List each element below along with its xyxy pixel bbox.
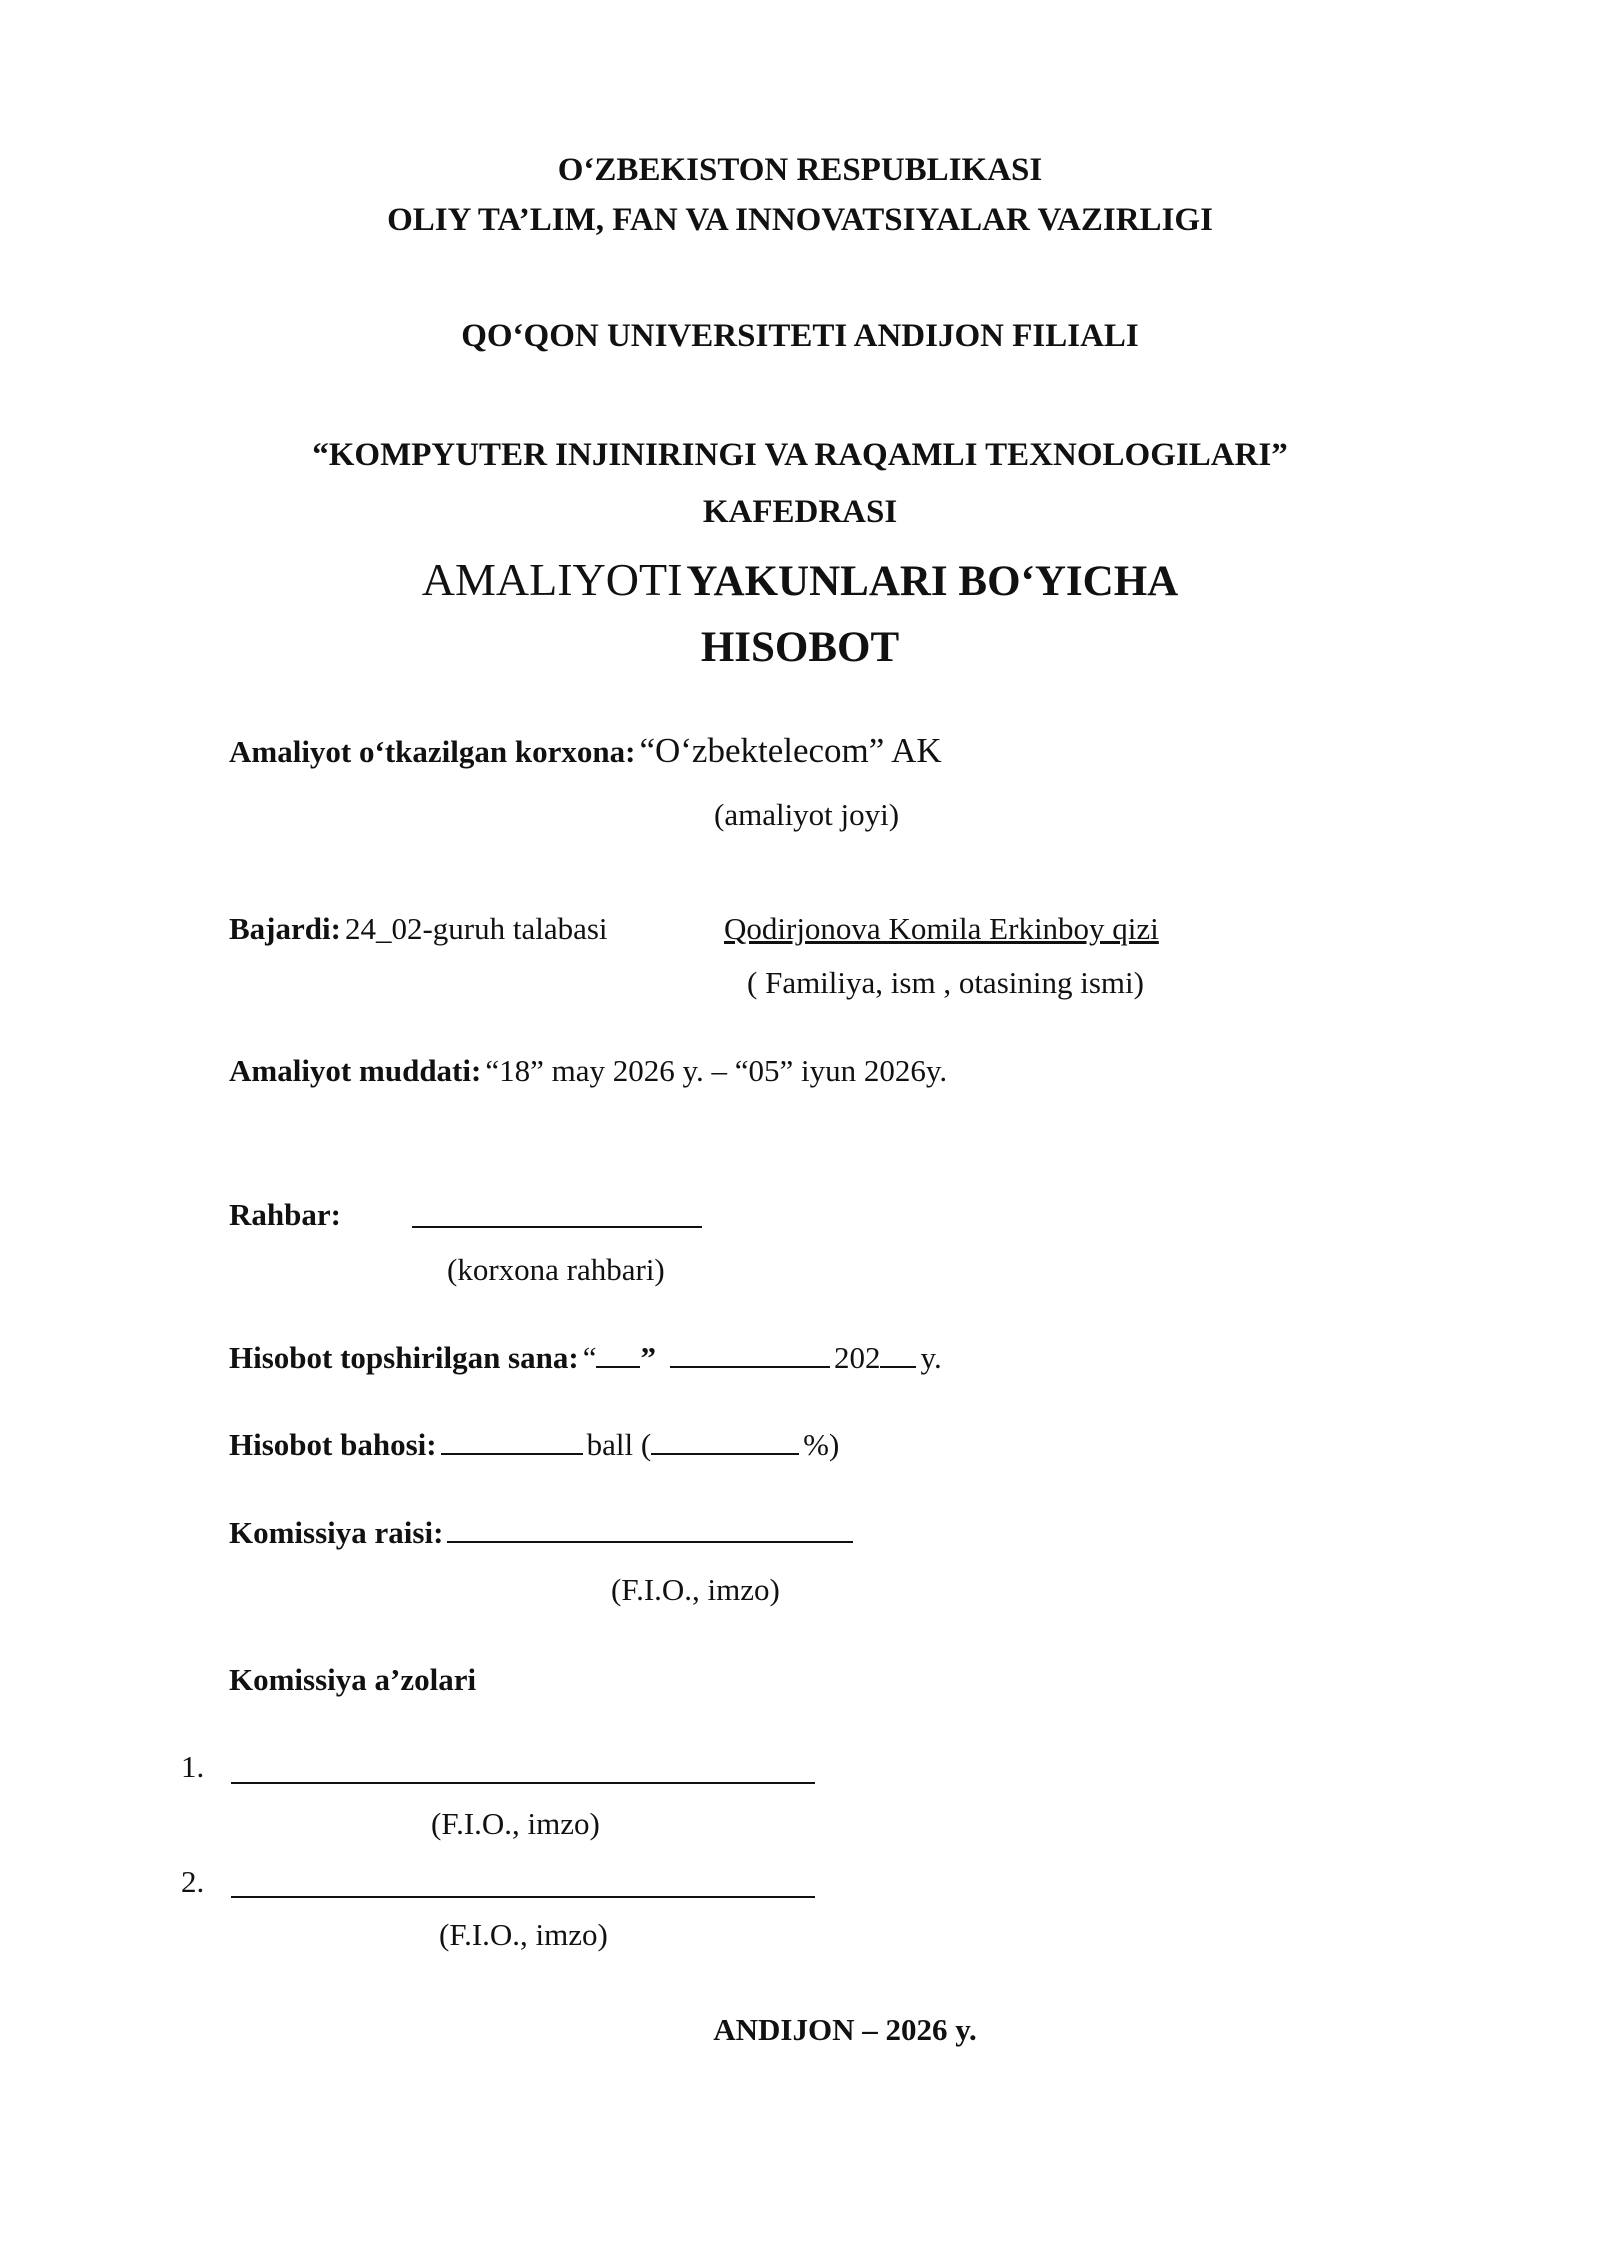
- report-title-a: AMALIYOTI: [421, 554, 683, 605]
- performer-label: Bajardi:: [229, 911, 341, 946]
- chair-caption: (F.I.O., imzo): [611, 1572, 780, 1607]
- submission-year-prefix: 202: [833, 1340, 881, 1375]
- submission-year-suffix: y.: [920, 1340, 942, 1375]
- university-name: QO‘QON UNIVERSITETI ANDIJON FILIALI: [461, 318, 1139, 354]
- submission-month-line: [670, 1365, 830, 1368]
- ministry-line-1: O‘ZBEKISTON RESPUBLIKASI: [557, 152, 1043, 188]
- submission-open-quote: “: [582, 1340, 597, 1375]
- chair-row: [229, 1515, 853, 1551]
- members-label: Komissiya a’zolari: [229, 1662, 477, 1697]
- department-suffix: KAFEDRASI: [702, 494, 898, 530]
- member-1-number: 1.: [181, 1749, 205, 1784]
- period-label: Amaliyot muddati:: [229, 1053, 482, 1088]
- department-name: “KOMPYUTER INJINIRINGI VA RAQAMLI TEXNOLOGILARI”: [312, 437, 1288, 473]
- ministry-line-2: OLIY TA’LIM, FAN VA INNOVATSIYALAR VAZIRLIGI: [387, 202, 1213, 238]
- grade-ball-line: [441, 1452, 583, 1455]
- report-title-b: YAKUNLARI BO‘YICHA: [686, 558, 1179, 605]
- member-2-signature-line: [231, 1896, 815, 1898]
- grade-row: [229, 1427, 839, 1463]
- period-value: “18” may 2026 y. – “05” iyun 2026y.: [485, 1053, 948, 1088]
- company-value: “O‘zbektelecom” AK: [639, 731, 942, 770]
- report-heading: HISOBOT: [700, 624, 900, 671]
- submission-year-line: [880, 1365, 916, 1368]
- performer-group: 24_02-guruh talabasi: [344, 911, 608, 946]
- member-2-number: 2.: [181, 1864, 205, 1899]
- supervisor-caption: (korxona rahbari): [447, 1252, 665, 1287]
- submission-row: [229, 1340, 942, 1376]
- supervisor-label: Rahbar:: [229, 1197, 341, 1232]
- performer-name: Qodirjonova Komila Erkinboy qizi: [724, 911, 1159, 946]
- grade-percent-line: [651, 1452, 799, 1455]
- period-row: [229, 1053, 947, 1089]
- performer-caption: ( Familiya, ism , otasining ismi): [747, 965, 1144, 1000]
- supervisor-signature-line: [412, 1226, 702, 1228]
- submission-close-quote: ”: [640, 1340, 656, 1375]
- member-1-signature-line: [231, 1782, 815, 1784]
- grade-label: Hisobot bahosi:: [229, 1427, 437, 1462]
- footer-place-year: ANDIJON – 2026 y.: [713, 2012, 977, 2047]
- member-2-caption: (F.I.O., imzo): [439, 1917, 608, 1952]
- grade-percent: %): [803, 1427, 840, 1462]
- submission-day-line: [596, 1365, 640, 1368]
- company-label: Amaliyot o‘tkazilgan korxona:: [229, 734, 636, 769]
- grade-ball: ball (: [586, 1427, 652, 1462]
- performer-row: [229, 911, 608, 947]
- member-1-caption: (F.I.O., imzo): [431, 1806, 600, 1841]
- chair-signature-line: [447, 1540, 853, 1543]
- report-title: [0, 553, 1600, 606]
- chair-label: Komissiya raisi:: [229, 1515, 444, 1550]
- company-row: [229, 731, 942, 771]
- company-caption: (amaliyot joyi): [714, 797, 900, 832]
- submission-label: Hisobot topshirilgan sana:: [229, 1340, 579, 1375]
